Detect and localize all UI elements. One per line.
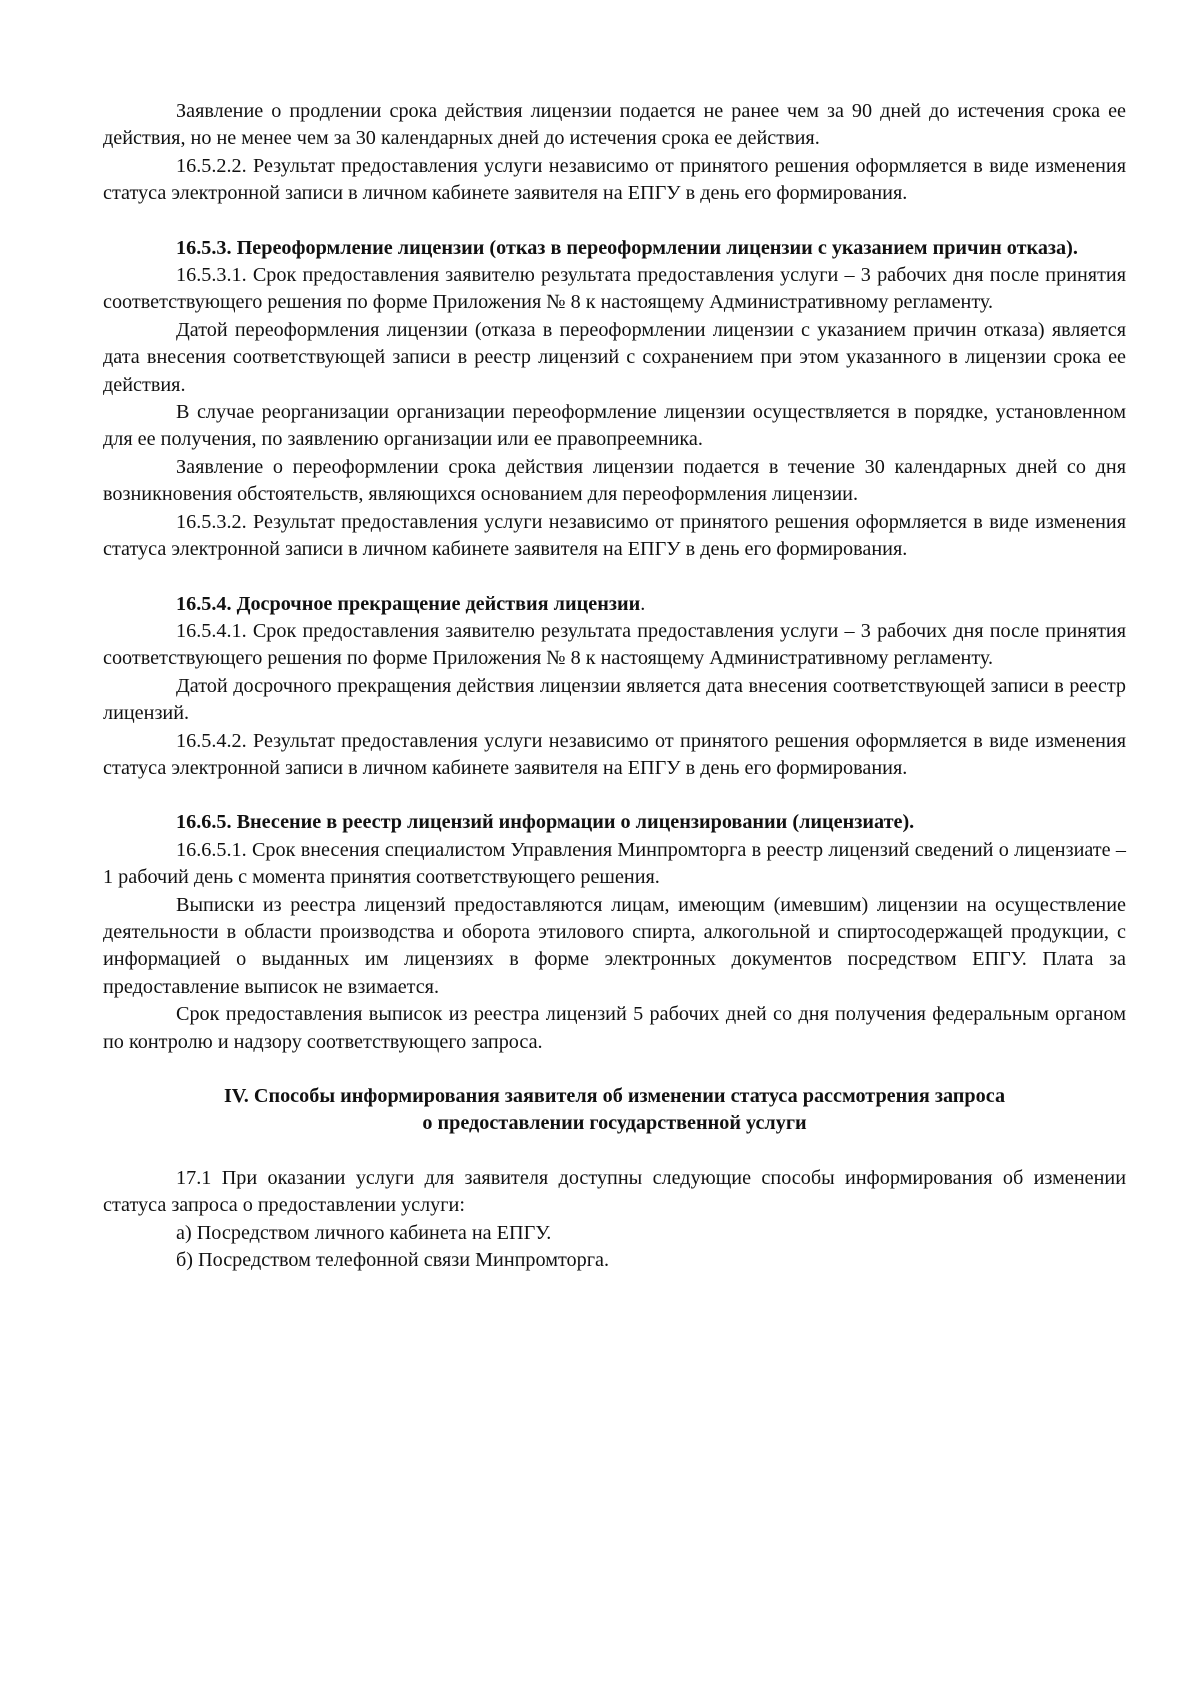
paragraph-early-termination-date: Датой досрочного прекращения действия лицензии является дата внесения соответствующей записи в реестр лицензий. <box>103 674 1126 725</box>
section-iv-title-line-1: IV. Способы информирования заявителя об изменении статуса рассмотрения запроса <box>223 1085 1006 1107</box>
heading-16-6-5: 16.6.5. Внесение в реестр лицензий информации о лицензировании (лицензиате). <box>176 811 915 834</box>
paragraph-renewal-deadline: Заявление о продлении срока действия лицензии подается не ранее чем за 90 дней до истечения срока ее действия, но не менее чем за 30 календарных дней до истечения срока ее действия. <box>103 100 1126 150</box>
heading-16-5-4 <box>103 591 1126 618</box>
heading-16-5-4-period: . <box>640 592 646 615</box>
list-item-b: б) Посредством телефонной связи Минпромторга. <box>176 1249 610 1272</box>
section-iv-title <box>103 1083 1126 1138</box>
paragraph-reissue-date: Датой переоформления лицензии (отказа в переоформлении лицензии с указанием причин отказа) является дата внесения соответствующей записи в реестр лицензий с сохранением при этом указанного в лицензии срока ее действия. <box>103 318 1126 396</box>
heading-16-5-3: 16.5.3. Переоформление лицензии (отказ в переоформлении лицензии с указанием причин отказа). <box>176 236 1078 259</box>
paragraph-reorganization: В случае реорганизации организации переоформление лицензии осуществляется в порядке, установленном для ее получения, по заявлению организации или ее правопреемника. <box>103 401 1126 451</box>
paragraph-17-1: 17.1 При оказании услуги для заявителя доступны следующие способы информирования об изменении статуса запроса о предоставлении услуги: <box>103 1166 1126 1217</box>
paragraph-16-5-4-2: 16.5.4.2. Результат предоставления услуги независимо от принятого решения оформляется в виде изменения статуса электронной записи в личном кабинете заявителя на ЕПГУ в день его формирования. <box>103 729 1126 779</box>
section-iv-title-line-2: о предоставлении государственной услуги <box>422 1112 807 1135</box>
paragraph-16-5-4-1: 16.5.4.1. Срок предоставления заявителю результата предоставления услуги – 3 рабочих дня после принятия соответствующего решения по форме Приложения № 8 к настоящему Административному регламенту. <box>103 619 1126 670</box>
paragraph-16-5-3-2: 16.5.3.2. Результат предоставления услуги независимо от принятого решения оформляется в виде изменения статуса электронной записи в личном кабинете заявителя на ЕПГУ в день его формирования. <box>103 510 1126 561</box>
paragraph-reissue-application: Заявление о переоформлении срока действия лицензии подается в течение 30 календарных дней со дня возникновения обстоятельств, являющихся основанием для переоформления лицензии. <box>103 455 1126 506</box>
paragraph-registry-extracts: Выписки из реестра лицензий предоставляются лицам, имеющим (имевшим) лицензии на осуществление деятельности в области производства и оборота этилового спирта, алкогольной и спиртосодержащей продукции, с информацией о выданных им лицензиях в форме электронных документов посредством ЕПГУ. Плата за предоставление выписок не взимается. <box>103 893 1126 998</box>
paragraph-16-5-2-2: 16.5.2.2. Результат предоставления услуги независимо от принятого решения оформляется в виде изменения статуса электронной записи в личном кабинете заявителя на ЕПГУ в день его формирования. <box>103 154 1126 205</box>
list-item-a: а) Посредством личного кабинета на ЕПГУ. <box>176 1221 552 1244</box>
paragraph-extract-deadline: Срок предоставления выписок из реестра лицензий 5 рабочих дней со дня получения федеральным органом по контролю и надзору соответствующего запроса. <box>103 1003 1126 1053</box>
heading-16-5-4-text: 16.5.4. Досрочное прекращение действия лицензии <box>176 592 641 615</box>
paragraph-16-6-5-1: 16.6.5.1. Срок внесения специалистом Управления Минпромторга в реестр лицензий сведений о лицензиате – 1 рабочий день с момента принятия соответствующего решения. <box>103 838 1126 889</box>
paragraph-16-5-3-1: 16.5.3.1. Срок предоставления заявителю результата предоставления услуги – 3 рабочих дня после принятия соответствующего решения по форме Приложения № 8 к настоящему Административному регламенту. <box>103 264 1126 314</box>
